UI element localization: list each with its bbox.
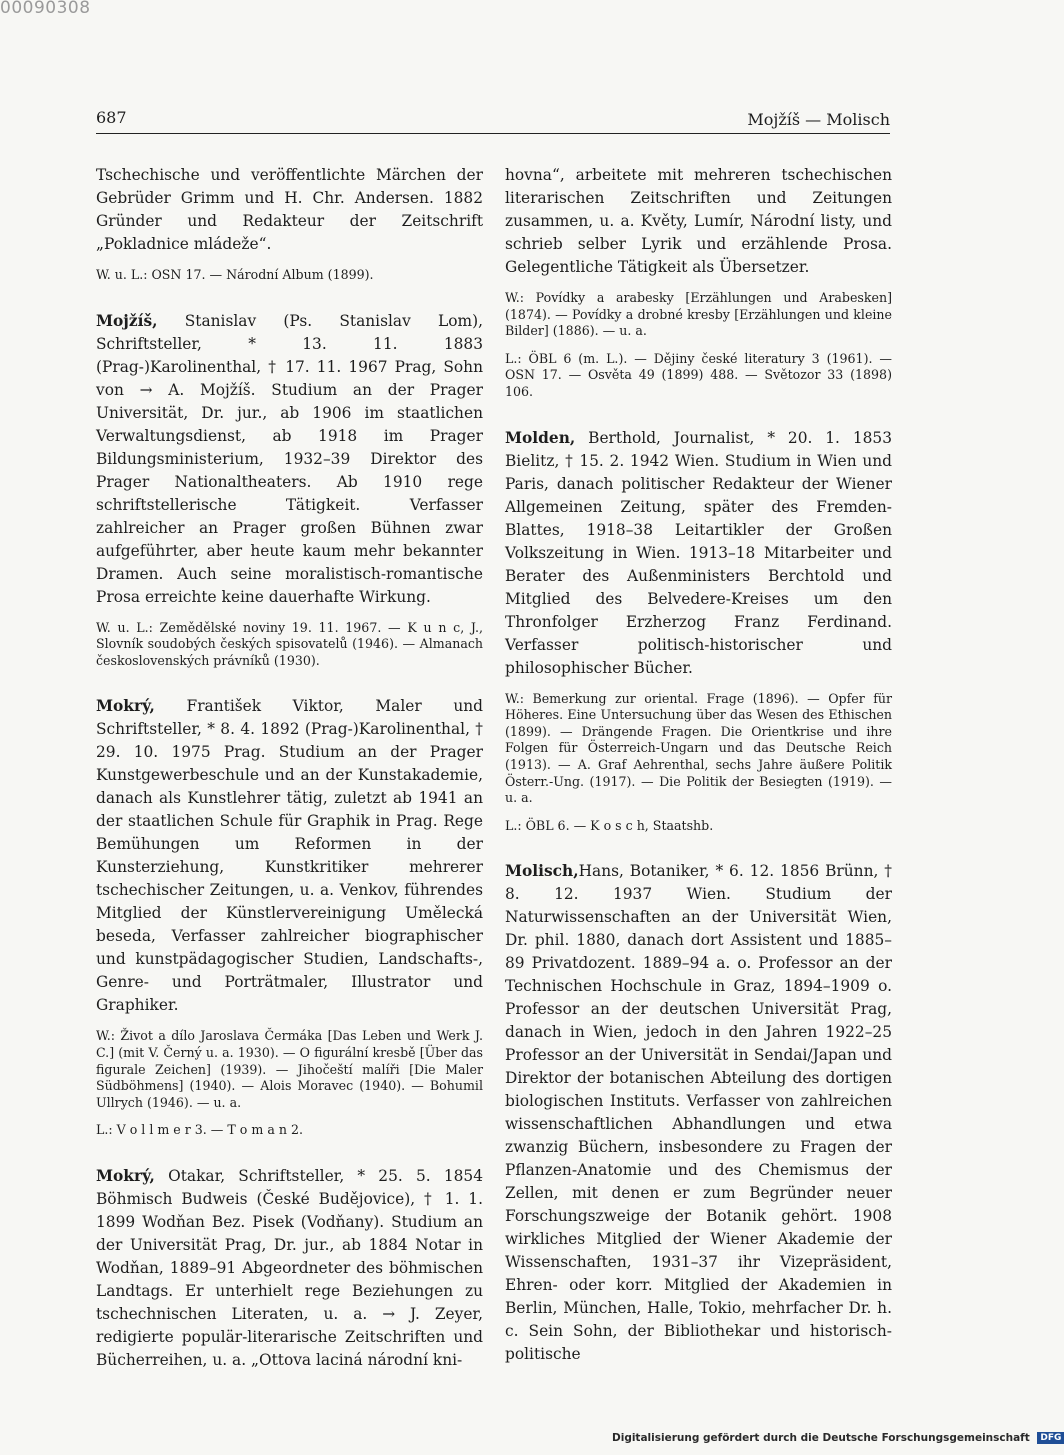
entry-name: Mokrý,	[96, 1166, 155, 1185]
entry-literature: L.: ÖBL 6. — K o s c h, Staatshb.	[505, 817, 714, 833]
entry-text: Berthold, Journalist, * 20. 1. 1853 Bielitz, † 15. 2. 1942 Wien. Studium in Wien und Paris, danach politischer Redakteur der Wiener Allgemeinen Zeitung, später des Fremden-Blattes, 1918–38 Leitartikler der Großen Volkszeitung in Wien. 1913–18 Mitarbeiter und Berater des Außenministers Berchtold und Mitglied des Belvedere-Kreises um den Thronfolger Erzherzog Franz Ferdinand. Verfasser politisch-historischer und philosophischer Bücher.	[505, 428, 892, 677]
page-header	[96, 108, 890, 136]
entry-mokry-frantisek	[96, 695, 483, 1017]
entry-text: Stanislav (Ps. Stanislav Lom), Schriftsteller, * 13. 11. 1883 (Prag-)Karolinenthal, † 17. 11. 1967 Prag, Sohn von → A. Mojžíš. Studium an der Prager Universität, Dr. jur., ab 1906 im staatlichen Verwaltungsdienst, ab 1918 im Prager Bildungsministerium, 1932–39 Direktor des Prager Nationaltheaters. Ab 1910 rege schriftstellerische Tätigkeit. Verfasser zahlreicher an Prager großen Bühnen zwar aufgeführter, aber heute kaum mehr bekannter Dramen. Auch seine moralistisch-romantische Prosa erreichte keine dauerhafte Wirkung.	[96, 311, 483, 606]
continued-entry-works: W.: Povídky a arabesky [Erzählungen und Arabesken] (1874). — Povídky a drobné kresby [Erzählungen und kleine Bilder] (1886). — u. a.	[505, 290, 892, 339]
entry-name: Molisch,	[505, 862, 579, 881]
entry-name: Mojžíš,	[96, 311, 158, 330]
running-head: Mojžíš — Molisch	[747, 110, 890, 129]
entry-works: W.: Bemerkung zur oriental. Frage (1896). — Opfer für Höheres. Eine Untersuchung über das Wesen des Ethischen (1899). — Drängende Fragen. Die Orientkrise und ihre Folgen für Österreich-Ungarn und das Deutsche Reich (1913). — A. Graf Aehrenthal, sechs Jahre äußere Politik Österr.-Ung. (1917). — Die Politik der Besiegten (1919). — u. a.	[505, 690, 892, 806]
right-column	[505, 164, 892, 1366]
entry-name: Mokrý,	[96, 697, 155, 716]
entry-text: František Viktor, Maler und Schriftsteller, * 8. 4. 1892 (Prag-)Karolinenthal, † 29. 10. 1975 Prag. Studium an der Prager Kunstgewerbeschule und an der Kunstakademie, danach als Kunstlehrer tätig, zuletzt ab 1941 an der staatlichen Schule für Graphik in Prag. Rege Bemühungen um Reformen in der Kunsterziehung, Kunstkritiker mehrerer tschechischer Zeitungen, u. a. Venkov, führendes Mitglied der Künstlervereinigung Umělecká beseda, Verfasser zahlreicher biographischer und kunstpädagogischer Studien, Landschafts-, Genre- und Porträtmaler, Illustrator und Graphiker.	[96, 697, 483, 1015]
header-rule	[96, 133, 890, 134]
entry-molden	[505, 427, 892, 680]
entry-literature: W. u. L.: Zemědělské noviny 19. 11. 1967. — K u n c, J., Slovník soudobých českých spisovatelů (1946). — Almanach československých právníků (1930).	[96, 619, 483, 668]
entry-mokry-otakar	[96, 1165, 483, 1372]
funding-footer	[612, 1432, 1064, 1444]
entry-molisch	[505, 860, 892, 1366]
funding-text: Digitalisierung gefördert durch die Deutsche Forschungsgemeinschaft	[612, 1432, 1030, 1444]
continued-entry-text: Tschechische und veröffentlichte Märchen der Gebrüder Grimm und H. Chr. Andersen. 1882 Gründer und Redakteur der Zeitschrift „Pokladnice mládeže“.	[96, 166, 483, 253]
continued-entry-literature: L.: ÖBL 6 (m. L.). — Dějiny české literatury 3 (1961). — OSN 17. — Osvěta 49 (1899) 488. — Světozor 33 (1898) 106.	[505, 350, 892, 399]
entry-text: Otakar, Schriftsteller, * 25. 5. 1854 Böhmisch Budweis (České Budějovice), † 1. 1. 1899 Wodňan Bez. Pisek (Vodňany). Studium an der Universität Prag, Dr. jur., ab 1884 Notar in Wodňan, 1889–91 Abgeordneter des böhmischen Landtags. Er unterhielt rege Beziehungen zu tschechnischen Literaten, u. a. → J. Zeyer, redigierte populär-literarische Zeitschriften und Bücherreihen, u. a. „Ottova laciná národní kni-	[96, 1166, 483, 1369]
entry-name: Molden,	[505, 428, 576, 447]
dfg-logo-icon: DFG	[1037, 1432, 1064, 1444]
continued-entry-text: hovna“, arbeitete mit mehreren tschechischen literarischen Zeitschriften und Zeitungen zusammen, u. a. Květy, Lumír, Národní listy, und schrieb selber Lyrik und erzählende Prosa. Gelegentliche Tätigkeit als Übersetzer.	[505, 166, 892, 276]
entry-mojzis	[96, 310, 483, 609]
page-number: 687	[96, 108, 127, 127]
continued-entry-literature: W. u. L.: OSN 17. — Národní Album (1899).	[96, 267, 374, 282]
entry-works: W.: Život a dílo Jaroslava Čermáka [Das Leben und Werk J. C.] (mit V. Černý u. a. 1930). — O figurální kresbě [Über das figurale Zeichen] (1939). — Jihočeští malíři [Die Maler Südböhmens] (1940). — Alois Moravec (1940). — Bohumil Ullrych (1946). — u. a.	[96, 1028, 483, 1110]
left-column	[96, 164, 483, 1372]
entry-text: Hans, Botaniker, * 6. 12. 1856 Brünn, † 8. 12. 1937 Wien. Studium der Naturwissenschaften an der Universität Wien, Dr. phil. 1880, danach dort Assistent und 1885–89 Privatdozent. 1889–94 a. o. Professor an der Technischen Hochschule in Graz, 1894–1909 o. Professor an der deutschen Universität Prag, danach in Wien, jedoch in den Jahren 1922–25 Professor an der Universität in Sendai/Japan und Direktor der botanischen Abteilung des dortigen biologischen Instituts. Verfasser von zahlreichen wissenschaftlichen Abhandlungen und etwa zwanzig Büchern, insbesondere zu Fragen der Pflanzen-Anatomie und des Chemismus der Zellen, mit denen er zum Begründer neuer Forschungszweige der Botanik gehört. 1908 wirkliches Mitglied der Wiener Akademie der Wissenschaften, 1931–37 ihr Vizepräsident, Ehren- oder korr. Mitglied der Akademien in Berlin, München, Halle, Tokio, mehrfacher Dr. h. c. Sein Sohn, der Bibliothekar und historisch-politische	[505, 862, 892, 1364]
scan-id: 00090308	[0, 0, 91, 18]
entry-literature: L.: V o l l m e r 3. — T o m a n 2.	[96, 1122, 303, 1138]
